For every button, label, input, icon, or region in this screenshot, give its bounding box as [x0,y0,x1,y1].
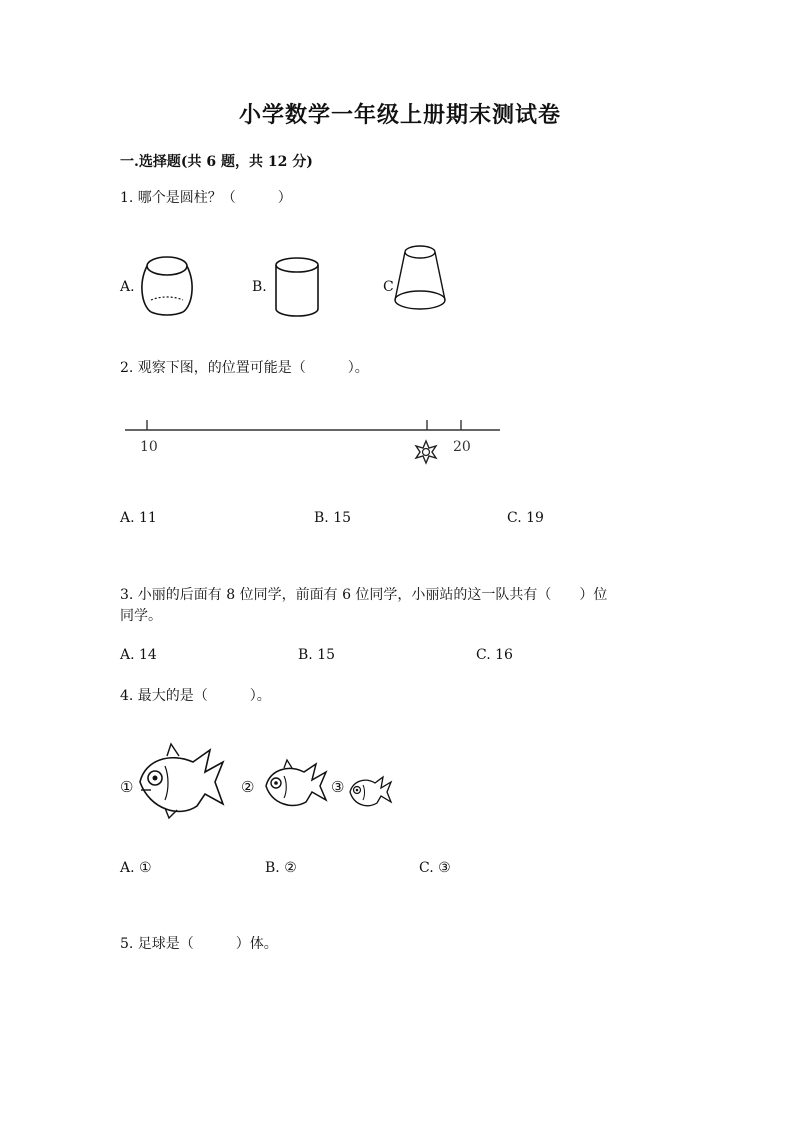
q1-option-a-label: A. [120,279,135,295]
q1-option-c-label: C [383,279,394,295]
question-2-text: 2. 观察下图，的位置可能是（ ）。 [120,360,369,376]
sun-icon [416,441,436,463]
number-line-label-10: 10 [140,439,158,455]
fish-label-1: ① [120,778,134,796]
q4-option-c: C. ③ [419,860,451,876]
q2-option-b: B. 15 [314,510,352,526]
barrel-shape-figure [138,250,198,320]
large-fish-figure [135,742,230,822]
section-heading: 一.选择题(共 6 题，共 12 分) [120,154,313,170]
number-line-figure [120,412,510,472]
fish-label-3: ③ [331,778,345,796]
small-fish-figure [347,773,395,811]
q3-option-b: B. 15 [298,647,336,663]
frustum-cup-figure [390,240,450,315]
q1-option-b-label: B. [252,279,267,295]
question-3-text-line2: 同学。 [120,608,162,624]
q2-option-a: A. 11 [120,510,157,526]
question-3-text-line1: 3. 小丽的后面有 8 位同学，前面有 6 位同学，小丽站的这一队共有（ ）位 [120,587,608,603]
question-4-text: 4. 最大的是（ ）。 [120,688,271,704]
question-1-text: 1. 哪个是圆柱？（ ） [120,190,292,206]
fish-label-2: ② [241,778,255,796]
q3-option-c: C. 16 [476,647,513,663]
q4-option-b: B. ② [265,860,297,876]
number-line-label-20: 20 [453,439,471,455]
q3-option-a: A. 14 [120,647,157,663]
medium-fish-figure [262,758,332,813]
q4-option-a: A. ① [120,860,152,876]
question-5-text: 5. 足球是（ ）体。 [120,936,278,952]
q2-option-c: C. 19 [507,510,544,526]
cylinder-figure [270,252,330,322]
page-title: 小学数学一年级上册期末测试卷 [238,102,561,128]
